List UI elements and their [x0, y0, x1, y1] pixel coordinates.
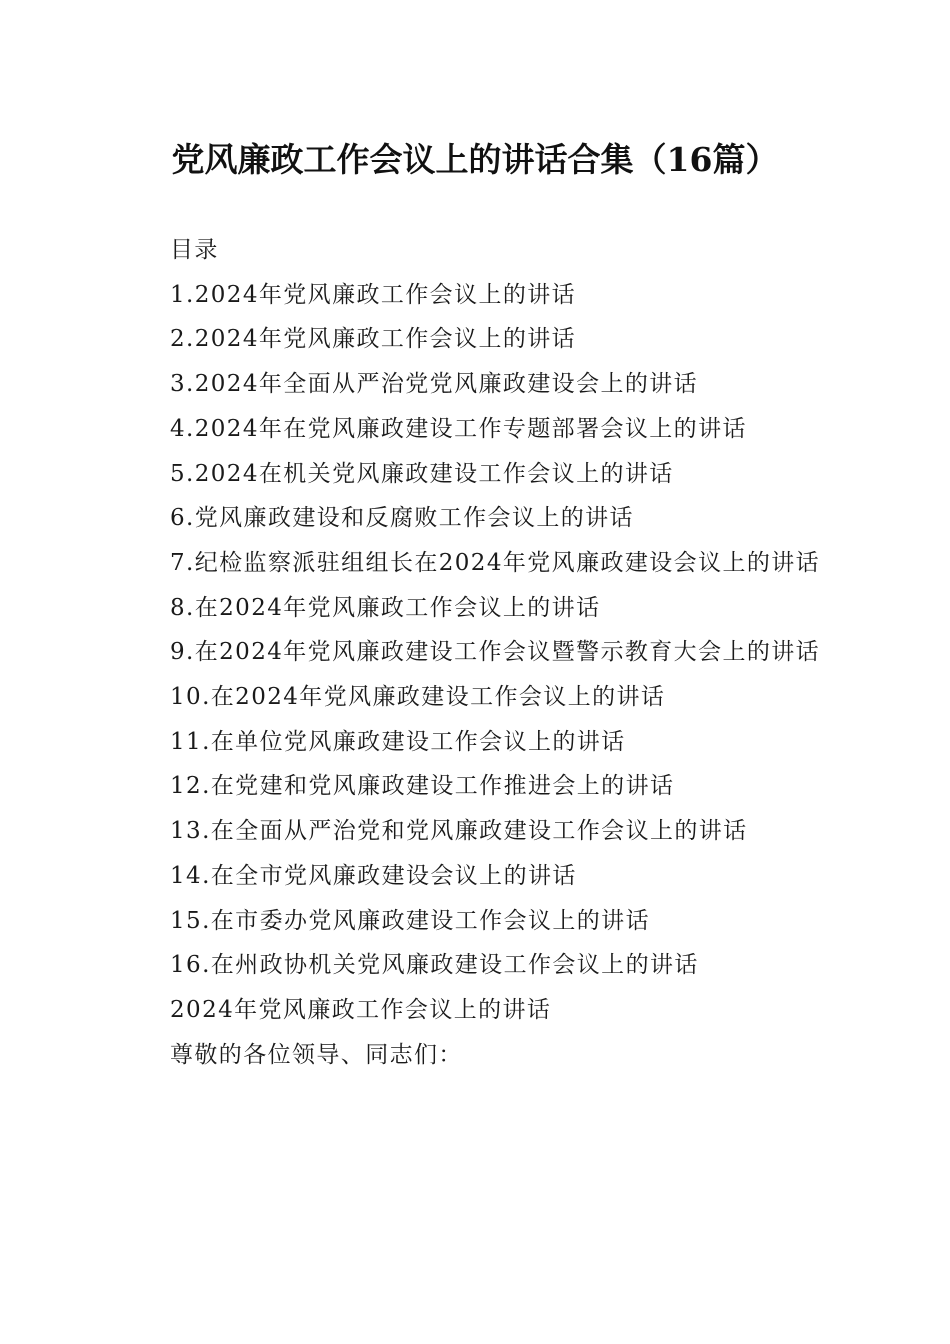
document-body	[118, 228, 830, 1077]
greeting-line: 尊敬的各位领导、同志们：	[170, 1041, 463, 1068]
toc-item: 5.2024在机关党风廉政建设工作会议上的讲话	[170, 460, 674, 487]
toc-item: 4.2024年在党风廉政建设工作专题部署会议上的讲话	[170, 415, 747, 442]
toc-heading: 目录	[170, 237, 219, 263]
toc-item: 2.2024年党风廉政工作会议上的讲话	[170, 326, 577, 353]
toc-item: 6.党风廉政建设和反腐败工作会议上的讲话	[170, 505, 634, 532]
toc-item: 11.在单位党风廉政建设工作会议上的讲话	[170, 728, 626, 755]
toc-item: 14.在全市党风廉政建设会议上的讲话	[170, 862, 577, 889]
toc-item: 7.纪检监察派驻组组长在2024年党风廉政建设会议上的讲话	[170, 549, 821, 576]
section-title: 2024年党风廉政工作会议上的讲话	[170, 996, 552, 1023]
document-title: 党风廉政工作会议上的讲话合集（16篇）	[171, 140, 779, 179]
toc-item: 15.在市委办党风廉政建设工作会议上的讲话	[170, 907, 650, 934]
toc-item: 1.2024年党风廉政工作会议上的讲话	[170, 281, 577, 308]
toc-item: 10.在2024年党风廉政建设工作会议上的讲话	[170, 684, 666, 711]
toc-item: 16.在州政协机关党风廉政建设工作会议上的讲话	[170, 952, 699, 979]
toc-item: 8.在2024年党风廉政工作会议上的讲话	[170, 594, 601, 621]
toc-item: 13.在全面从严治党和党风廉政建设工作会议上的讲话	[170, 818, 748, 845]
toc-item: 3.2024年全面从严治党党风廉政建设会上的讲话	[170, 371, 699, 398]
toc-item: 9.在2024年党风廉政建设工作会议暨警示教育大会上的讲话	[170, 639, 821, 666]
toc-item: 12.在党建和党风廉政建设工作推进会上的讲话	[170, 773, 675, 800]
